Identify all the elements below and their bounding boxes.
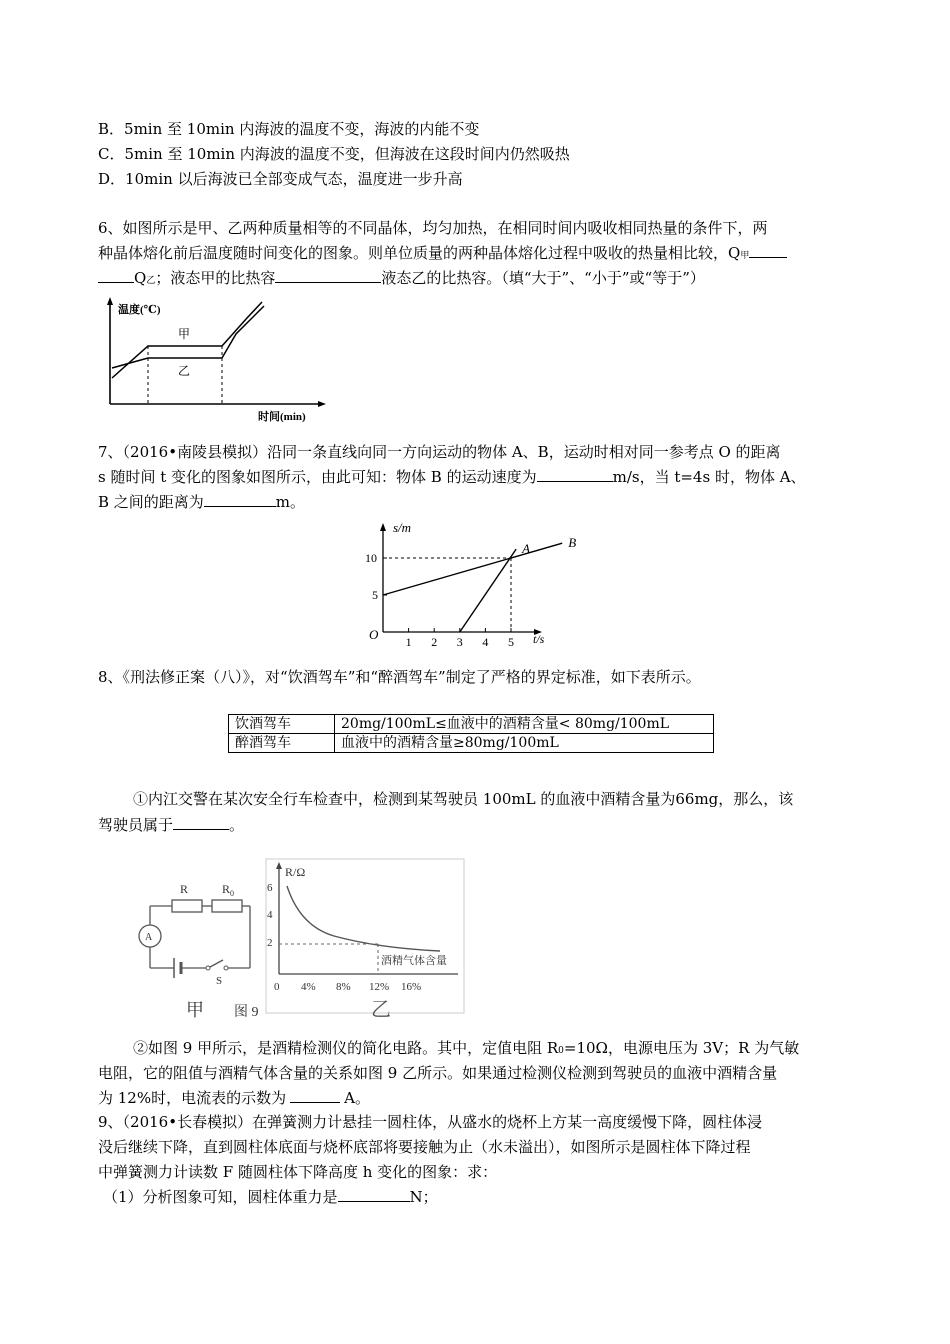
y-tick-label: 10 [365, 551, 377, 565]
x-axis-label: t/s [533, 632, 545, 646]
y-tick-label: 5 [372, 588, 378, 602]
svg-text:4%: 4% [301, 981, 316, 993]
y-axis-label: R/Ω [285, 865, 306, 879]
q8-part2-line1: ②如图 9 甲所示，是酒精检测仪的简化电路。其中，定值电阻 R0=10Ω，电源电压为 3V；R 为气敏 [133, 1039, 800, 1057]
resistance-graph [267, 862, 458, 1021]
answer-blank[interactable] [204, 492, 276, 507]
svg-text:0: 0 [274, 981, 280, 993]
svg-text:2: 2 [267, 937, 273, 949]
x-tick-label: 3 [456, 635, 463, 649]
answer-blank[interactable] [275, 268, 381, 283]
table-row [229, 715, 714, 734]
x-tick-label: 2 [431, 635, 438, 649]
table-cell: 饮酒驾车 [229, 715, 335, 734]
q6-text-line3: Q乙；液态甲的比热容 液态乙的比热容。（填“大于”、“小于”或“等于”） [98, 268, 705, 291]
series-label-b: B [568, 535, 577, 551]
q7-text-line2: s 随时间 t 变化的图象如图所示，由此可知：物体 B 的运动速度为 m/s，当 t=4s 时，物体 A、 [98, 468, 806, 486]
q6-melting-graph [98, 294, 328, 426]
q8-part1-line1: ①内江交警在某次安全行车检查中，检测到某驾驶员 100mL 的血液中酒精含量为66mg，那么，该 [133, 790, 794, 808]
resistor-r [172, 900, 202, 912]
x-tick-label: 1 [405, 635, 412, 649]
y-axis-label: s/m [393, 520, 412, 535]
svg-text:6: 6 [267, 882, 273, 894]
q6-text-line1: 6、如图所示是甲、乙两种质量相等的不同晶体，均匀加热，在相同时间内吸收相同热量的条件下，两 [98, 219, 768, 237]
q9-text-line1: 9、（2016•长春模拟）在弹簧测力计悬挂一圆柱体，从盛水的烧杯上方某一高度缓慢下降，圆柱体浸 [98, 1113, 763, 1131]
q8-part2-line2: 电阻，它的阻值与酒精气体含量的关系如图 9 乙所示。如果通过检测仪检测到驾驶员的血液中酒精含量 [98, 1064, 778, 1082]
table-row [229, 734, 714, 753]
x-tick-label: 4 [482, 635, 489, 649]
series-label-a: A [522, 541, 531, 557]
figure-caption: 图 9 [234, 1005, 259, 1020]
q5-option-b: B．5min 至 10min 内海波的温度不变，海波的内能不变 [98, 120, 480, 138]
svg-text:16%: 16% [401, 981, 422, 993]
switch [210, 960, 223, 967]
x-axis-label: 时间(min) [258, 411, 306, 423]
table-cell: 血液中的酒精含量≥80mg/100mL [335, 734, 714, 753]
answer-blank[interactable] [338, 1187, 410, 1202]
answer-blank[interactable] [749, 243, 787, 258]
answer-blank[interactable] [537, 467, 613, 482]
svg-text:12%: 12% [369, 981, 390, 993]
circuit-diagram [139, 882, 259, 1020]
series-line-a [460, 549, 516, 632]
resistor-r0 [212, 900, 242, 912]
q8-part2-line3: 为 12%时，电流表的示数为 A。 [98, 1089, 370, 1107]
q9-text-line2: 没后继续下降，直到圆柱体底面与烧杯底部将要接触为止（水未溢出），如图所示是圆柱体下降过程 [98, 1138, 751, 1156]
q9-text-line3: 中弹簧测力计读数 F 随圆柱体下降高度 h 变化的图象：求： [98, 1163, 498, 1181]
label-jia: 甲 [186, 1000, 204, 1020]
curve-label: 酒精气体含量 [381, 955, 447, 967]
answer-blank[interactable] [290, 1088, 340, 1103]
series-line-b [383, 543, 562, 595]
table-cell: 醉酒驾车 [229, 734, 335, 753]
svg-text:4: 4 [267, 909, 273, 921]
label-jia: 甲 [178, 327, 191, 341]
x-tick-label: 5 [508, 635, 514, 649]
answer-blank[interactable] [173, 815, 229, 830]
resistance-curve [287, 886, 440, 951]
svg-text:R0: $R_0$ [222, 882, 235, 898]
table-cell: 20mg/100mL≤血液中的酒精含量< 80mg/100mL [335, 715, 714, 734]
y-axis-label: 温度(℃) [118, 304, 161, 316]
origin-label: O [369, 627, 379, 642]
q7-text-line3: B 之间的距离为 m。 [98, 493, 306, 511]
q9-text-line4: （1）分析图象可知，圆柱体重力是 N； [103, 1188, 438, 1206]
q8-text-line1: 8、《刑法修正案（八）》，对“饮酒驾车”和“醉酒驾车”制定了严格的界定标准，如下表所示。 [98, 668, 701, 686]
q5-option-c: C．5min 至 10min 内海波的温度不变，但海波在这段时间内仍然吸热 [98, 145, 570, 163]
label-yi: 乙 [178, 364, 191, 378]
q8-part1-line2: 驾驶员属于 。 [98, 816, 245, 834]
answer-blank[interactable] [98, 268, 134, 283]
q7-st-chart [360, 516, 600, 656]
drunk-driving-standard-table [228, 714, 714, 753]
svg-text:S: S [216, 975, 223, 987]
svg-text:8%: 8% [336, 981, 351, 993]
q5-option-d: D．10min 以后海波已全部变成气态，温度进一步升高 [98, 170, 463, 188]
label-yi: 乙 [371, 999, 391, 1021]
figure-9 [128, 856, 468, 1026]
svg-text:A: A [145, 932, 153, 943]
svg-text:R: R [180, 882, 189, 896]
q7-text-line1: 7、（2016•南陵县模拟）沿同一条直线向同一方向运动的物体 A、B，运动时相对同一参考点 O 的距离 [98, 443, 781, 461]
q6-text-line2: 种晶体熔化前后温度随时间变化的图象。则单位质量的两种晶体熔化过程中吸收的热量相比较，Q甲 [98, 243, 787, 266]
